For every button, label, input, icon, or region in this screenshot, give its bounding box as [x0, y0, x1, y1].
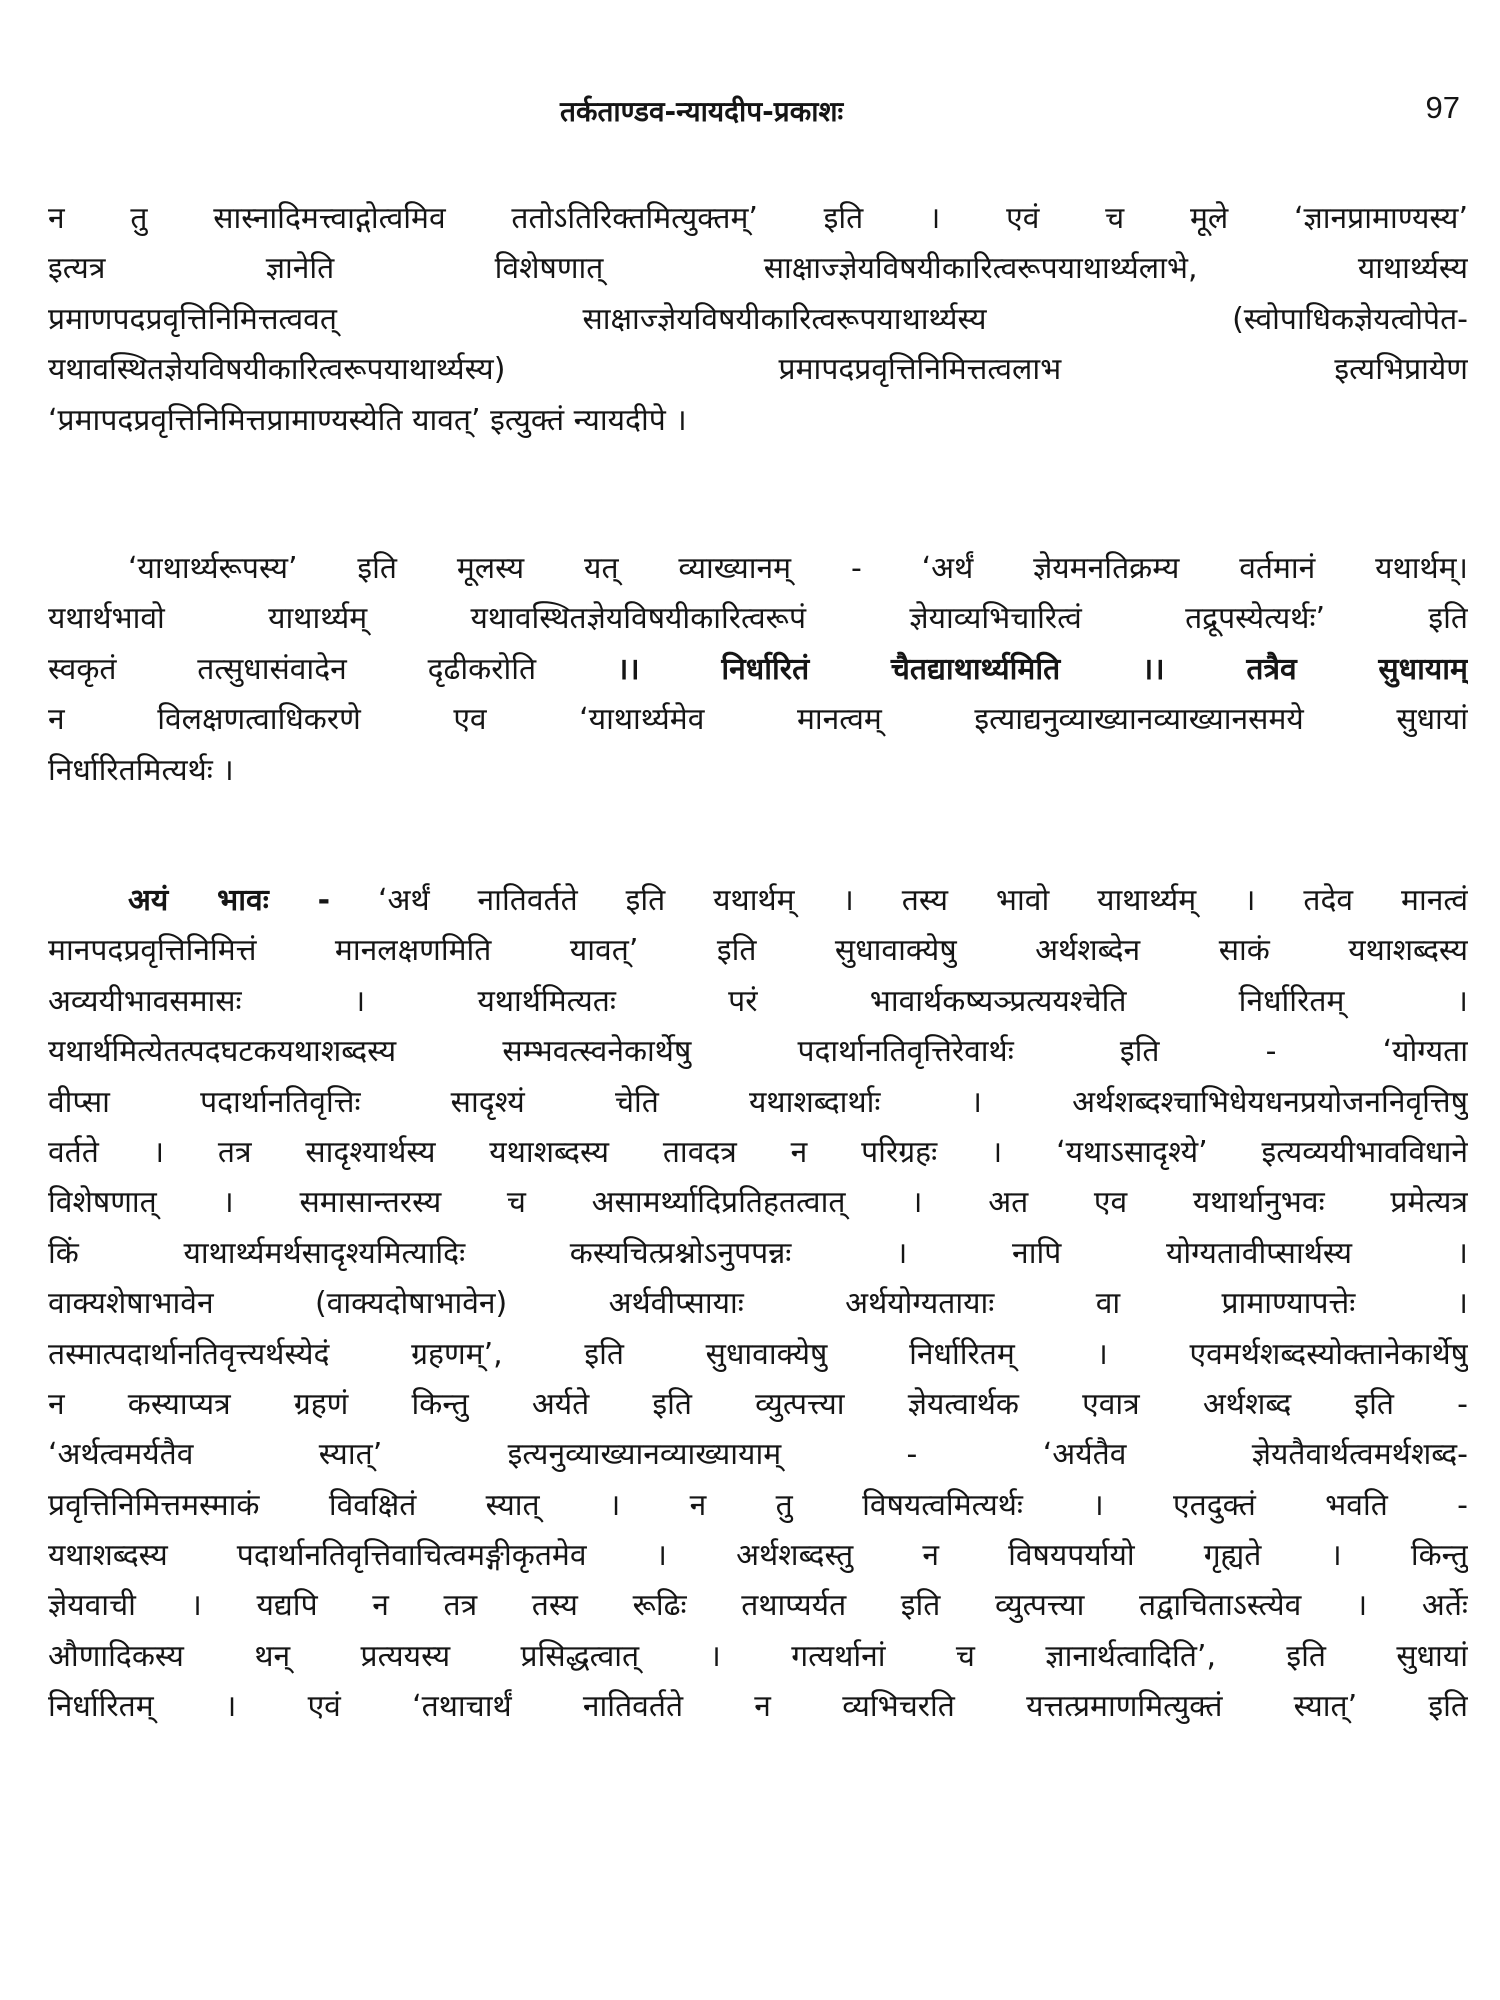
text-line: न कस्याप्यत्र ग्रहणं किन्तु अर्यते इति व्युत्पत्त्या ज्ञेयत्वार्थक एवात्र अर्थशब्द इति -	[48, 1386, 1468, 1422]
text-line: ज्ञेयवाची । यद्यपि न तत्र तस्य रूढिः तथाप्यर्यत इति व्युत्पत्त्या तद्वाचिताऽस्त्येव । अर्तेः	[48, 1588, 1468, 1624]
text-line: किं याथार्थ्यमर्थसादृश्यमित्यादिः कस्यचित्प्रश्नोऽनुपपन्नः । नापि योग्यतावीप्सार्थस्य ।	[48, 1235, 1468, 1271]
bold-quote: ।। निर्धारितं चैतद्याथार्थ्यमिति ।। तत्रैव सुधायाम्	[616, 651, 1468, 687]
paragraph-1	[48, 194, 1468, 446]
text-line: न विलक्षणत्वाधिकरणे एव ‘याथार्थ्यमेव मानत्वम् इत्याद्यनुव्याख्यानव्याख्यानसमये सुधायां	[48, 702, 1468, 738]
text-line: औणादिकस्य थन् प्रत्ययस्य प्रसिद्धत्वात् । गत्यर्थानां च ज्ञानार्थत्वादिति’, इति सुधायां	[48, 1638, 1468, 1674]
text-segment: ‘अर्थं नातिवर्तते इति यथार्थम् । तस्य भावो याथार्थ्यम् । तदेव मानत्वं	[377, 883, 1468, 918]
text-line-mixed	[48, 645, 1468, 695]
text-line: ‘प्रमापदप्रवृत्तिनिमित्तप्रामाण्यस्येति यावत्’ इत्युक्तं न्यायदीपे ।	[48, 402, 687, 438]
text-line: ‘याथार्थ्यरूपस्य’ इति मूलस्य यत् व्याख्यानम् - ‘अर्थं ज्ञेयमनतिक्रम्य वर्तमानं यथार्थम्।	[128, 551, 1468, 586]
text-line-mixed	[48, 876, 1468, 926]
text-line: निर्धारितमित्यर्थः ।	[48, 752, 234, 788]
text-line: वीप्सा पदार्थानतिवृत्तिः सादृश्यं चेति यथाशब्दार्थाः । अर्थशब्दश्चाभिधेयधनप्रयोजननिवृत्तिषु	[48, 1084, 1468, 1120]
text-line: ‘अर्थत्वमर्यतैव स्यात्’ इत्यनुव्याख्यानव्याख्यायाम् - ‘अर्यतैव ज्ञेयतैवार्थत्वमर्थशब्द-	[48, 1437, 1468, 1473]
text-line: तस्मात्पदार्थानतिवृत्त्यर्थस्येदं ग्रहणम्’, इति सुधावाक्येषु निर्धारितम् । एवमर्थशब्दस्योक्तानेकार्थेषु	[48, 1336, 1468, 1372]
text-line: यथार्थमित्येतत्पदघटकयथाशब्दस्य सम्भवत्स्वनेकार्थेषु पदार्थानतिवृत्तिरेवार्थः इति - ‘योग्यता	[48, 1034, 1468, 1070]
text-line: यथाशब्दस्य पदार्थानतिवृत्तिवाचित्वमङ्गीकृतमेव । अर्थशब्दस्तु न विषयपर्यायो गृह्यते । किन्तु	[48, 1538, 1468, 1574]
text-line: न तु सास्नादिमत्त्वाद्गोत्वमिव ततोऽतिरिक्तमित्युक्तम्’ इति । एवं च मूले ‘ज्ञानप्रामाण्यस्य’	[48, 201, 1468, 236]
text-line: वाक्यशेषाभावेन (वाक्यदोषाभावेन) अर्थवीप्सायाः अर्थयोग्यतायाः वा प्रामाण्यापत्तेः ।	[48, 1286, 1468, 1322]
text-segment: स्वकृतं तत्सुधासंवादेन दृढीकरोति	[48, 651, 537, 687]
paragraph-3	[48, 876, 1468, 1733]
text-line: वर्तते । तत्र सादृश्यार्थस्य यथाशब्दस्य तावदत्र न परिग्रहः । ‘यथाऽसादृश्ये’ इत्यव्ययीभावविधाने	[48, 1134, 1468, 1170]
text-line: प्रमाणपदप्रवृत्तिनिमित्तत्ववत् साक्षाज्ज्ञेयविषयीकारित्वरूपयाथार्थ्यस्य (स्वोपाधिकज्ञेयत्वोपेत-	[48, 301, 1468, 337]
text-line: निर्धारितम् । एवं ‘तथाचार्थं नातिवर्तते न व्यभिचरति यत्तत्प्रमाणमित्युक्तं स्यात्’ इति	[48, 1689, 1468, 1725]
text-line: प्रवृत्तिनिमित्तमस्माकं विवक्षितं स्यात् । न तु विषयत्वमित्यर्थः । एतदुक्तं भवति -	[48, 1487, 1468, 1523]
text-line: मानपदप्रवृत्तिनिमित्तं मानलक्षणमिति यावत्’ इति सुधावाक्येषु अर्थशब्देन साकं यथाशब्दस्य	[48, 933, 1468, 969]
page-number: 97	[1425, 90, 1460, 125]
text-line: विशेषणात् । समासान्तरस्य च असामर्थ्यादिप्रतिहतत्वात् । अत एव यथार्थानुभवः प्रमेत्यत्र	[48, 1185, 1468, 1221]
running-title: तर्कताण्डव-न्यायदीप-प्रकाशः	[560, 95, 844, 128]
text-line: इत्यत्र ज्ञानेति विशेषणात् साक्षाज्ज्ञेयविषयीकारित्वरूपयाथार्थ्यलाभे, याथार्थ्यस्य	[48, 251, 1468, 287]
text-line: यथावस्थितज्ञेयविषयीकारित्वरूपयाथार्थ्यस्य) प्रमापदप्रवृत्तिनिमित्तत्वलाभ इत्यभिप्रायेण	[48, 352, 1468, 388]
text-line: अव्ययीभावसमासः । यथार्थमित्यतः परं भावार्थकष्यञ्प्रत्ययश्चेति निर्धारितम् ।	[48, 983, 1468, 1019]
running-header	[0, 92, 1500, 132]
bold-lead: अयं भावः -	[128, 883, 331, 918]
paragraph-2	[48, 544, 1468, 796]
text-line: यथार्थभावो याथार्थ्यम् यथावस्थितज्ञेयविषयीकारित्वरूपं ज्ञेयाव्यभिचारित्वं तद्रूपस्येत्यर्थः’ इति	[48, 601, 1468, 637]
